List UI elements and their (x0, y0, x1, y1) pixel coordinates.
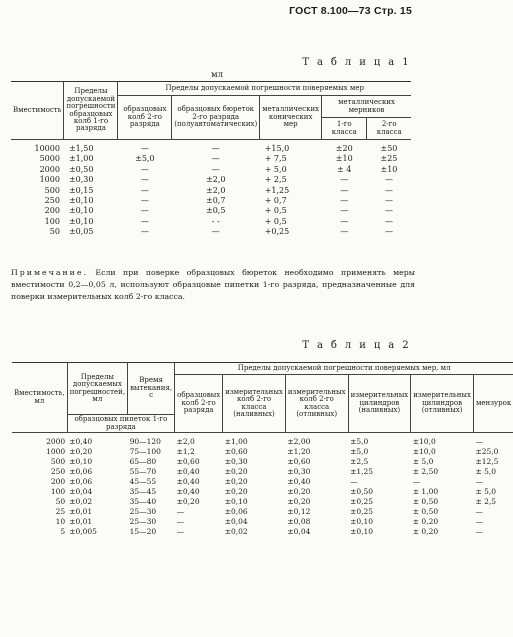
table-cell: ±0,60 (287, 457, 311, 466)
t1-head-metal-cone: металлических конических мер (260, 96, 322, 140)
table-cell: 65—80 (129, 457, 157, 466)
table-row (11, 217, 411, 227)
table-cell: — (475, 527, 483, 536)
table1-caption: Т а б л и ц а 1 (302, 57, 411, 68)
note-title: Примечание. (11, 268, 88, 277)
table-cell: ±2,0 (206, 175, 226, 185)
table-cell: ±0,50 (350, 487, 374, 496)
table-cell: ±10,0 (412, 437, 436, 446)
table1-unit: мл (211, 70, 224, 80)
t1-head-limits: Пределы допускаемой погрешности образцовых колб 1-го разряда (64, 82, 118, 140)
table-cell: ± 5,0 (412, 457, 434, 466)
table-cell: ±0,40 (176, 467, 200, 476)
table-cell: — (384, 196, 393, 206)
table-row (12, 497, 513, 507)
table-cell: ±1,50 (68, 144, 94, 153)
table-row (11, 175, 411, 185)
table-cell: ±5,0 (135, 154, 155, 164)
table-cell: ±0,06 (69, 477, 93, 486)
table-cell: ±0,30 (287, 467, 311, 476)
table-cell: ±1,00 (68, 154, 94, 164)
table-cell: 250 (44, 196, 60, 206)
table-cell: ±0,04 (224, 517, 248, 526)
table-cell: 1000 (46, 447, 66, 456)
table-cell: ±2,5 (350, 457, 369, 466)
table-cell: ±0,005 (69, 527, 97, 536)
table-cell: — (140, 196, 149, 206)
table-cell: ±1,20 (287, 447, 311, 456)
table-cell: ±0,10 (68, 206, 94, 216)
table-cell: ±0,15 (68, 185, 94, 195)
table-cell: ± 2,5 (475, 497, 497, 506)
table-cell: ±0,40 (69, 437, 93, 446)
table1 (11, 81, 411, 238)
table-cell: 55—70 (129, 467, 157, 476)
table-cell: 500 (44, 185, 60, 195)
table-cell: ±0,20 (224, 477, 248, 486)
table-cell: ±20 (335, 144, 353, 153)
table-cell: ±0,05 (68, 227, 94, 237)
table-cell: ±10 (380, 164, 398, 174)
table-cell: ±5,0 (350, 437, 369, 446)
table-cell: ±0,25 (350, 507, 374, 516)
table-cell: — (140, 227, 149, 237)
table-cell: — (140, 216, 149, 226)
table-row (12, 477, 513, 487)
table-cell: ±0,08 (287, 517, 311, 526)
table-cell: ± 0,20 (412, 517, 439, 526)
table-cell: ±0,10 (69, 457, 93, 466)
table-cell: ± 5,0 (475, 467, 497, 476)
table-cell: — (140, 185, 149, 195)
table-cell: 50 (49, 227, 60, 237)
t1-head-class2: 2-го класса (367, 118, 411, 140)
table-cell: — (475, 507, 483, 516)
table-cell: ±2,0 (176, 437, 195, 446)
table-cell: ±0,40 (176, 487, 200, 496)
table-cell: — (384, 227, 393, 237)
t1-head-group: Пределы допускаемой погрешности поверяемых мер (118, 82, 411, 96)
table-cell: 200 (50, 477, 66, 486)
table-cell: ±0,06 (224, 507, 248, 516)
table-cell: 5 (60, 527, 66, 536)
table-cell: ±0,20 (224, 467, 248, 476)
table-cell: + 2,5 (264, 175, 287, 185)
table-cell: ±0,10 (350, 527, 374, 536)
table-cell: ±0,04 (287, 527, 311, 536)
table-cell: — (211, 154, 220, 164)
table-cell: ±0,02 (69, 497, 93, 506)
table-cell: ±0,10 (224, 497, 248, 506)
table-cell: — (412, 477, 421, 486)
table-cell: + 7,5 (264, 154, 287, 164)
table-cell: ±0,02 (224, 527, 248, 536)
table-cell: +1,25 (264, 185, 290, 195)
table-cell: 50 (55, 497, 66, 506)
table-cell: ±0,60 (176, 457, 200, 466)
table-cell: ±1,25 (350, 467, 374, 476)
table-row (12, 447, 513, 457)
table-cell: ±2,00 (287, 437, 311, 446)
table-row (12, 457, 513, 467)
table-cell: — (176, 527, 185, 536)
table-cell: +15,0 (264, 144, 290, 153)
t2-head-pipettes-group: образцовых пипеток 1-го разряда (67, 415, 174, 433)
t2-head-group: Пределы допускаемой погрешности поверяемых мер, мл (175, 363, 513, 375)
table-cell: ± 0,20 (412, 527, 439, 536)
table-cell: ±0,20 (287, 497, 311, 506)
table-cell: ±0,20 (176, 497, 200, 506)
table-cell: ±1,00 (224, 437, 248, 446)
table-cell: ±25,0 (475, 447, 499, 456)
table1-note (11, 267, 415, 303)
table2-caption: Т а б л и ц а 2 (302, 340, 411, 351)
t2-head-flasks2-pour: измерительных колб 2-го класса (наливных) (223, 375, 286, 433)
table-cell: ±10,0 (412, 447, 436, 456)
table-cell: ±10 (335, 154, 353, 164)
table-cell: — (340, 196, 349, 206)
note-text: Если при поверке образцовых бюреток необходимо применять меры вместимости 0,2—0,05 л, используют образцовые пипетки 1-го разряда, предназначенные для поверки измерительных колб 2-го класса. (11, 268, 415, 301)
table-cell: 45—55 (129, 477, 157, 486)
table-cell: ±5,0 (350, 447, 369, 456)
table-cell: ±0,60 (224, 447, 248, 456)
table-cell: 15—20 (129, 527, 157, 536)
table-cell: ±50 (380, 144, 398, 153)
t2-head-limits: Пределы допускаемых погрешностей, мл (67, 363, 127, 415)
table-row (11, 227, 411, 237)
table-row (12, 467, 513, 477)
table-cell: ±0,5 (206, 206, 226, 216)
table-cell: ±12,5 (475, 457, 499, 466)
table-cell: ±0,25 (350, 497, 374, 506)
table-cell: ± 2,50 (412, 467, 439, 476)
t2-head-flasks2: образцовых колб 2-го разряда (175, 375, 223, 433)
table-row (11, 140, 411, 155)
table-row (11, 154, 411, 164)
table-cell: ±0,10 (68, 216, 94, 226)
table-cell: ± 0,50 (412, 497, 439, 506)
table-cell: + 0,5 (264, 206, 287, 216)
table-cell: — (340, 175, 349, 185)
table-cell: - - (211, 216, 220, 226)
t2-head-flasks2-out: измерительных колб 2-го класса (отливных) (285, 375, 348, 433)
table-row (12, 517, 513, 527)
table-cell: ±0,40 (176, 477, 200, 486)
t1-head-burettes2: образцовых бюреток 2-го разряда (полуавтоматических) (172, 96, 260, 140)
table-cell: — (340, 206, 349, 216)
table-cell: — (384, 206, 393, 216)
t2-head-outflow-time: Время вытекания, с (128, 363, 175, 415)
table-cell: 25—30 (129, 507, 157, 516)
table-cell: ±0,20 (287, 487, 311, 496)
table-row (11, 186, 411, 196)
table-cell: + 0,5 (264, 216, 287, 226)
table-cell: + 5,0 (264, 164, 287, 174)
table-row (12, 507, 513, 517)
table-cell: — (475, 437, 483, 446)
table-row (11, 196, 411, 206)
table-cell: ±0,7 (206, 196, 226, 206)
table-cell: — (176, 517, 185, 526)
table-cell: ±0,50 (68, 164, 94, 174)
table-cell: 2000 (46, 437, 66, 446)
table-row (12, 487, 513, 497)
table-cell: ±0,06 (69, 467, 93, 476)
table-cell: 25 (55, 507, 66, 516)
table-cell: ±0,20 (69, 447, 93, 456)
table-cell: 10000 (34, 144, 60, 153)
table-cell: + 0,7 (264, 196, 287, 206)
table-cell: ±1,2 (176, 447, 195, 456)
table-cell: ±2,0 (206, 185, 226, 195)
table-row (12, 527, 513, 537)
table-cell: — (140, 206, 149, 216)
table-cell: ±0,10 (68, 196, 94, 206)
table-cell: — (340, 185, 349, 195)
table2 (12, 362, 513, 537)
t1-head-capacity: Вместимость (11, 82, 64, 140)
table-cell: ±0,20 (224, 487, 248, 496)
t1-head-class1: 1-го класса (322, 118, 367, 140)
table-cell: ± 5,0 (475, 487, 497, 496)
table-cell: ±0,12 (287, 507, 311, 516)
table-cell: — (475, 477, 483, 486)
table-cell: — (350, 477, 358, 486)
table-cell: ±0,10 (350, 517, 374, 526)
table-cell: ±0,01 (69, 517, 93, 526)
table-cell: — (211, 144, 220, 153)
table-cell: 25—30 (129, 517, 157, 526)
table-cell: 100 (50, 487, 66, 496)
table-cell: — (140, 164, 149, 174)
table-cell: ±25 (380, 154, 398, 164)
table-cell: — (340, 216, 349, 226)
table-cell: ±0,30 (68, 175, 94, 185)
table-cell: — (211, 227, 220, 237)
t1-head-flasks2: образцовых колб 2-го разряда (118, 96, 172, 140)
table-cell: 35—40 (129, 497, 157, 506)
table-cell: 75—100 (129, 447, 161, 456)
table-cell: — (475, 517, 483, 526)
table-cell: 10 (55, 517, 66, 526)
table-cell: ±0,30 (224, 457, 248, 466)
table-cell: ±0,04 (69, 487, 93, 496)
table-cell: 2000 (39, 164, 60, 174)
t2-head-capacity: Вместимость, мл (12, 363, 67, 433)
t2-head-cyl-out: измерительных цилиндров (отливных) (411, 375, 474, 433)
table-cell: — (384, 216, 393, 226)
table-cell: ±0,01 (69, 507, 93, 516)
table-cell: ±0,40 (287, 477, 311, 486)
table-cell: — (340, 227, 349, 237)
table-cell: — (140, 144, 149, 153)
table-cell: ± 1,00 (412, 487, 439, 496)
table-cell: 90—120 (129, 437, 161, 446)
table-row (11, 206, 411, 216)
t1-head-metal-tanks: металлических мерников (322, 96, 411, 118)
table-cell: — (140, 175, 149, 185)
table-cell: ± 4 (337, 164, 352, 174)
table-cell: 500 (50, 457, 66, 466)
table-cell: 100 (44, 216, 60, 226)
t2-head-beakers: мензурок (473, 375, 513, 433)
table-row (11, 165, 411, 175)
page-header: ГОСТ 8.100—73 Стр. 15 (289, 5, 412, 17)
table-cell: — (384, 175, 393, 185)
table-cell: ± 0,50 (412, 507, 439, 516)
table-cell: 250 (50, 467, 66, 476)
table-cell: +0,25 (264, 227, 290, 237)
table-row (12, 433, 513, 448)
table-cell: — (176, 507, 185, 516)
table-cell: 1000 (39, 175, 60, 185)
table-cell: 5000 (39, 154, 60, 164)
table-cell: — (211, 164, 220, 174)
table-cell: 35—45 (129, 487, 157, 496)
t2-head-cyl-pour: измерительных цилиндров (наливных) (348, 375, 411, 433)
table-cell: 200 (44, 206, 60, 216)
table-cell: — (384, 185, 393, 195)
